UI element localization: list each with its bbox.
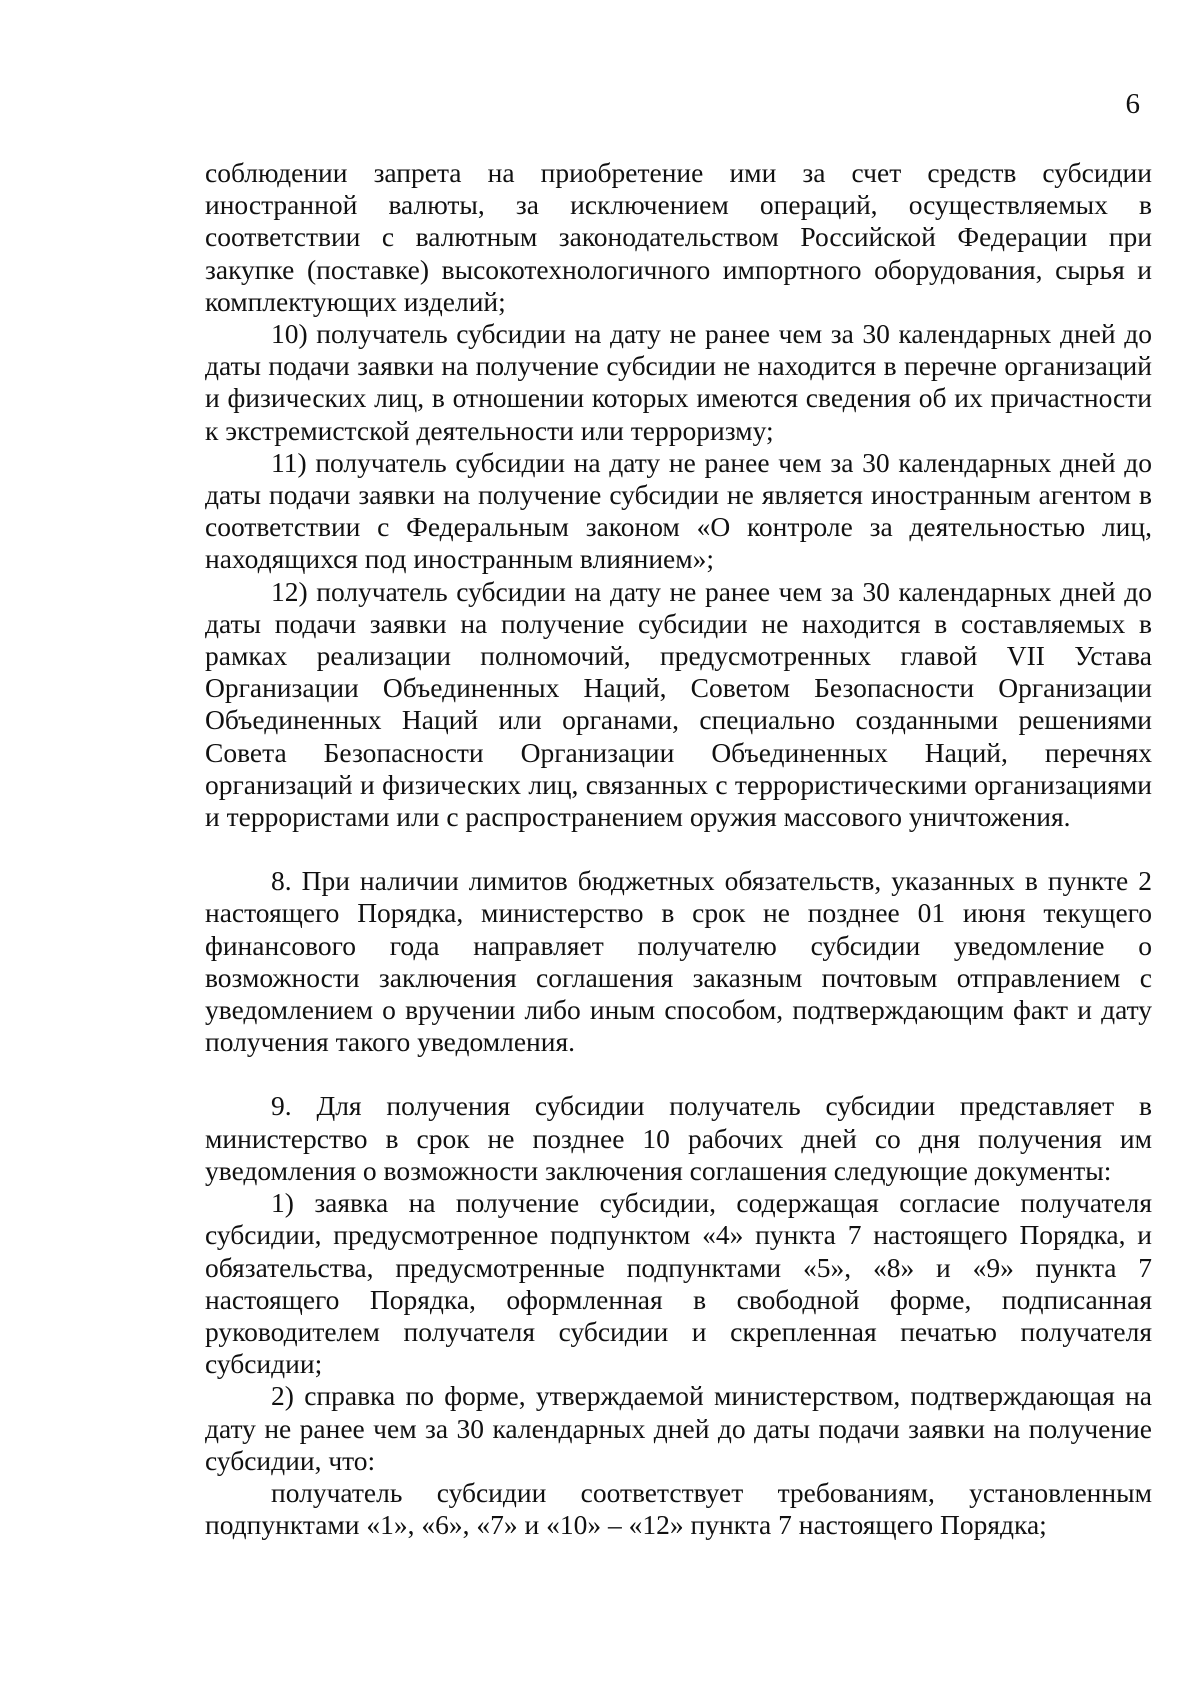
paragraph-section-8: 8. При наличии лимитов бюджетных обязательств, указанных в пункте 2 настоящего Порядка, министерство в срок не позднее 01 июня текущего финансового года направляет получателю субсидии уведомление о возможности заключения соглашения заказным почтовым отправлением с уведомлением о вручении либо иным способом, подтверждающим факт и дату получения такого уведомления. [205, 865, 1152, 1058]
paragraph-subitem-1: 1) заявка на получение субсидии, содержащая согласие получателя субсидии, предусмотренное подпунктом «4» пункта 7 настоящего Порядка, и обязательства, предусмотренные подпунктами «5», «8» и «9» пункта 7 настоящего Порядка, оформленная в свободной форме, подписанная руководителем получателя субсидии и скрепленная печатью получателя субсидии; [205, 1187, 1152, 1380]
paragraph-section-9: 9. Для получения субсидии получатель субсидии представляет в министерство в срок не позднее 10 рабочих дней со дня получения им уведомления о возможности заключения соглашения следующие документы: [205, 1090, 1152, 1186]
paragraph-requirements: получатель субсидии соответствует требованиям, установленным подпунктами «1», «6», «7» и «10» – «12» пункта 7 настоящего Порядка; [205, 1476, 1152, 1541]
paragraph-item-11: 11) получатель субсидии на дату не ранее чем за 30 календарных дней до даты подачи заявки на получение субсидии не является иностранным агентом в соответствии с Федеральным законом «О контроле за деятельностью лиц, находящихся под иностранным влиянием»; [205, 446, 1152, 575]
paragraph-item-12: 12) получатель субсидии на дату не ранее чем за 30 календарных дней до даты подачи заявки на получение субсидии не находится в составляемых в рамках реализации полномочий, предусмотренных главой VII Устава Организации Объединенных Наций, Советом Безопасности Организации Объединенных Наций или органами, специально созданными решениями Совета Безопасности Организации Объединенных Наций, перечнях организаций и физических лиц, связанных с террористическими организациями и террористами или с распространением оружия массового уничтожения. [205, 575, 1152, 833]
document-body [205, 157, 1152, 1541]
paragraph-subitem-2: 2) справка по форме, утверждаемой министерством, подтверждающая на дату не ранее чем за 30 календарных дней до даты подачи заявки на получение субсидии, что: [205, 1380, 1152, 1476]
paragraph-item-10: 10) получатель субсидии на дату не ранее чем за 30 календарных дней до даты подачи заявки на получение субсидии не находится в перечне организаций и физических лиц, в отношении которых имеются сведения об их причастности к экстремистской деятельности или терроризму; [205, 318, 1152, 446]
paragraph-continuation: соблюдении запрета на приобретение ими за счет средств субсидии иностранной валюты, за исключением операций, осуществляемых в соответствии с валютным законодательством Российской Федерации при закупке (поставке) высокотехнологичного импортного оборудования, сырья и комплектующих изделий; [205, 157, 1152, 317]
page-number: 6 [1125, 88, 1140, 120]
